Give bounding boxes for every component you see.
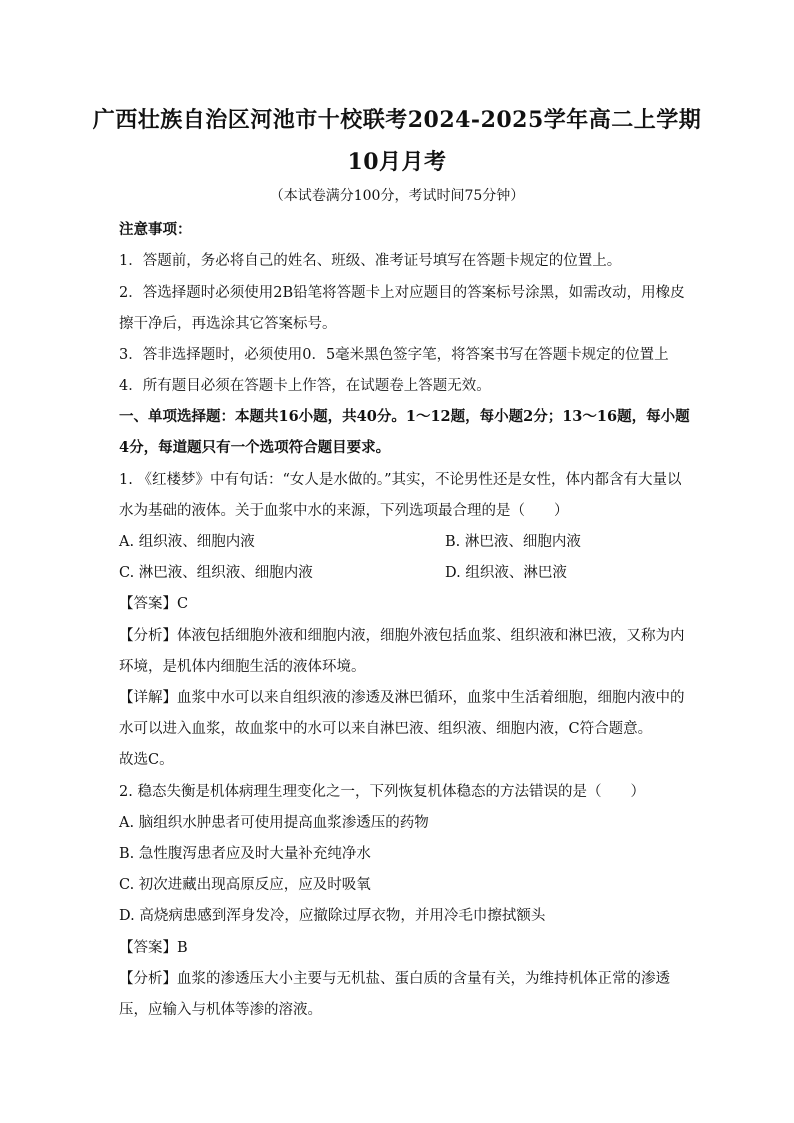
notice-3: 3．答非选择题时，必须使用0．5毫米黑色签字笔，将答案书写在答题卡规定的位置上 xyxy=(119,347,669,363)
q2-answer: 【答案】B xyxy=(119,940,188,956)
q2-option-a: A. 脑组织水肿患者可使用提高血浆渗透压的药物 xyxy=(119,815,429,831)
q2-analysis-2: 压，应输入与机体等渗的溶液。 xyxy=(119,1002,322,1018)
q1-answer: 【答案】C xyxy=(119,596,189,612)
q1-detail-1: 【详解】血浆中水可以来自组织液的渗透及淋巴循环，血浆中生活着细胞，细胞内液中的 xyxy=(119,690,685,706)
section-heading-2: 4分，每道题只有一个选项符合题目要求。 xyxy=(119,439,391,456)
q1-stem-2: 水为基础的液体。关于血浆中水的来源，下列选项最合理的是（ ） xyxy=(119,503,569,519)
notice-2-cont: 擦干净后，再选涂其它答案标号。 xyxy=(119,316,337,332)
q1-detail-3: 故选C。 xyxy=(119,752,174,768)
title-line-2: 10月月考 xyxy=(347,149,447,175)
q1-option-b: B. 淋巴液、细胞内液 xyxy=(445,534,581,550)
notice-4: 4．所有题目必须在答题卡上作答，在试题卷上答题无效。 xyxy=(119,378,491,394)
q2-analysis-1: 【分析】血浆的渗透压大小主要与无机盐、蛋白质的含量有关，为维持机体正常的渗透 xyxy=(119,971,670,987)
q2-option-c: C. 初次进藏出现高原反应，应及时吸氧 xyxy=(119,877,371,893)
q2-stem: 2. 稳态失衡是机体病理生理变化之一，下列恢复机体稳态的方法错误的是（ ） xyxy=(119,784,645,800)
title-line-1: 广西壮族自治区河池市十校联考2024-2025学年高二上学期 xyxy=(92,107,702,133)
q1-analysis-2: 环境，是机体内细胞生活的液体环境。 xyxy=(119,659,366,675)
q1-option-a: A. 组织液、细胞内液 xyxy=(119,534,255,550)
q1-option-c: C. 淋巴液、组织液、细胞内液 xyxy=(119,565,313,581)
subtitle: （本试卷满分100分，考试时间75分钟） xyxy=(269,188,525,204)
q2-option-b: B. 急性腹泻患者应及时大量补充纯净水 xyxy=(119,846,371,862)
q1-analysis-1: 【分析】体液包括细胞外液和细胞内液，细胞外液包括血浆、组织液和淋巴液，又称为内 xyxy=(119,628,685,644)
section-heading-1: 一、单项选择题：本题共16小题，共40分。1～12题，每小题2分；13～16题，每小题 xyxy=(119,408,690,425)
q1-option-d: D. 组织液、淋巴液 xyxy=(445,565,567,581)
notice-2: 2．答选择题时必须使用2B铅笔将答题卡上对应题目的答案标号涂黑，如需改动，用橡皮 xyxy=(119,285,685,301)
q2-option-d: D. 高烧病患感到浑身发冷，应撤除过厚衣物，并用冷毛巾擦拭额头 xyxy=(119,908,546,924)
notice-heading: 注意事项： xyxy=(119,221,192,238)
q1-stem-1: 1. 《红楼梦》中有句话：“女人是水做的。”其实，不论男性还是女性，体内都含有大量以 xyxy=(119,472,682,488)
q1-detail-2: 水可以进入血浆，故血浆中的水可以来自淋巴液、组织液、细胞内液，C符合题意。 xyxy=(119,721,653,737)
notice-1: 1．答题前，务必将自己的姓名、班级、准考证号填写在答题卡规定的位置上。 xyxy=(119,253,622,269)
